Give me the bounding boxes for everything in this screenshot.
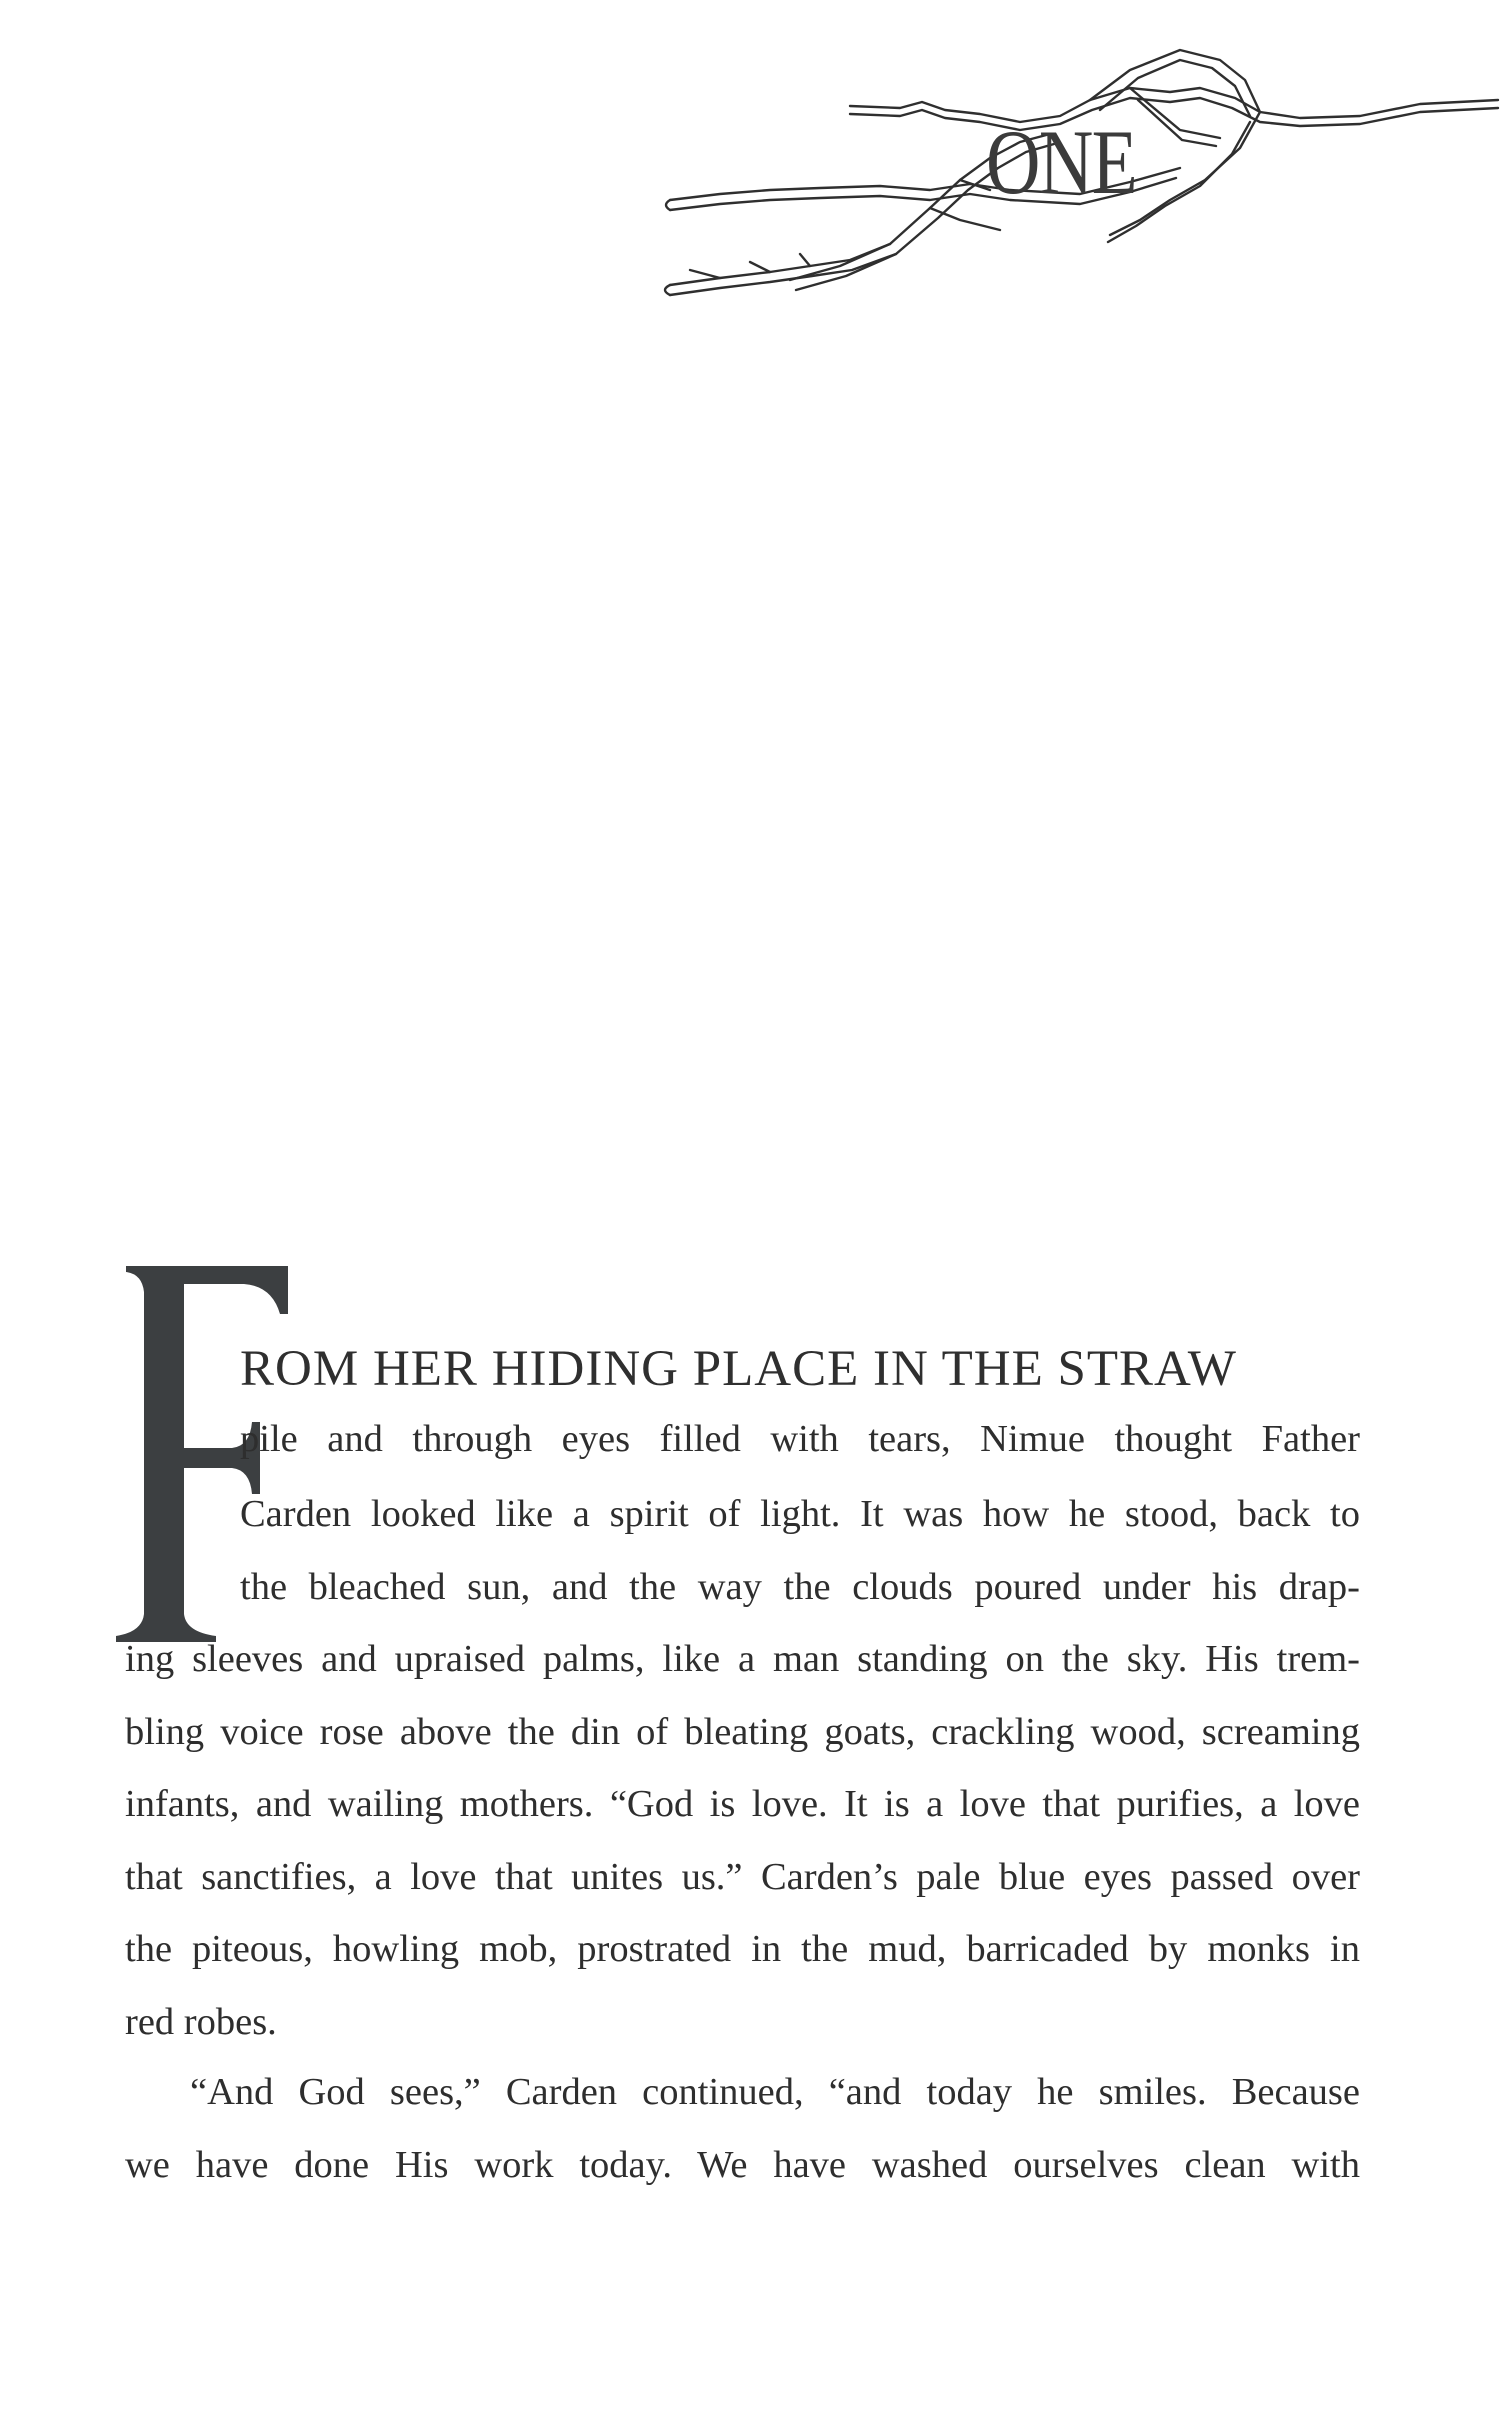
text-line-6: infants, and wailing mothers. “God is love. It is a love that purifies, a love [125, 1783, 1360, 1825]
text-line-4: ing sleeves and upraised palms, like a man standing on the sky. His trem- [125, 1638, 1360, 1680]
text-line-3: the bleached sun, and the way the clouds poured under his drap- [240, 1566, 1360, 1608]
text-line-10: “And God sees,” Carden continued, “and today he smiles. Because [190, 2071, 1360, 2113]
opening-words: ROM HER HIDING PLACE IN THE STRAW [240, 1341, 1237, 1397]
chapter-title: ONE [986, 111, 1137, 213]
text-line-5: bling voice rose above the din of bleating goats, crackling wood, screaming [125, 1711, 1360, 1753]
text-line-8: the piteous, howling mob, prostrated in the mud, barricaded by monks in [125, 1928, 1360, 1970]
text-line-11: we have done His work today. We have washed ourselves clean with [125, 2144, 1360, 2186]
text-line-9: red robes. [125, 2001, 277, 2043]
text-line-2: Carden looked like a spirit of light. It was how he stood, back to [240, 1493, 1360, 1535]
chapter-heading [660, 30, 1500, 340]
text-line-1: pile and through eyes filled with tears, Nimue thought Father [240, 1418, 1360, 1460]
text-line-7: that sanctifies, a love that unites us.” Carden’s pale blue eyes passed over [125, 1856, 1360, 1898]
